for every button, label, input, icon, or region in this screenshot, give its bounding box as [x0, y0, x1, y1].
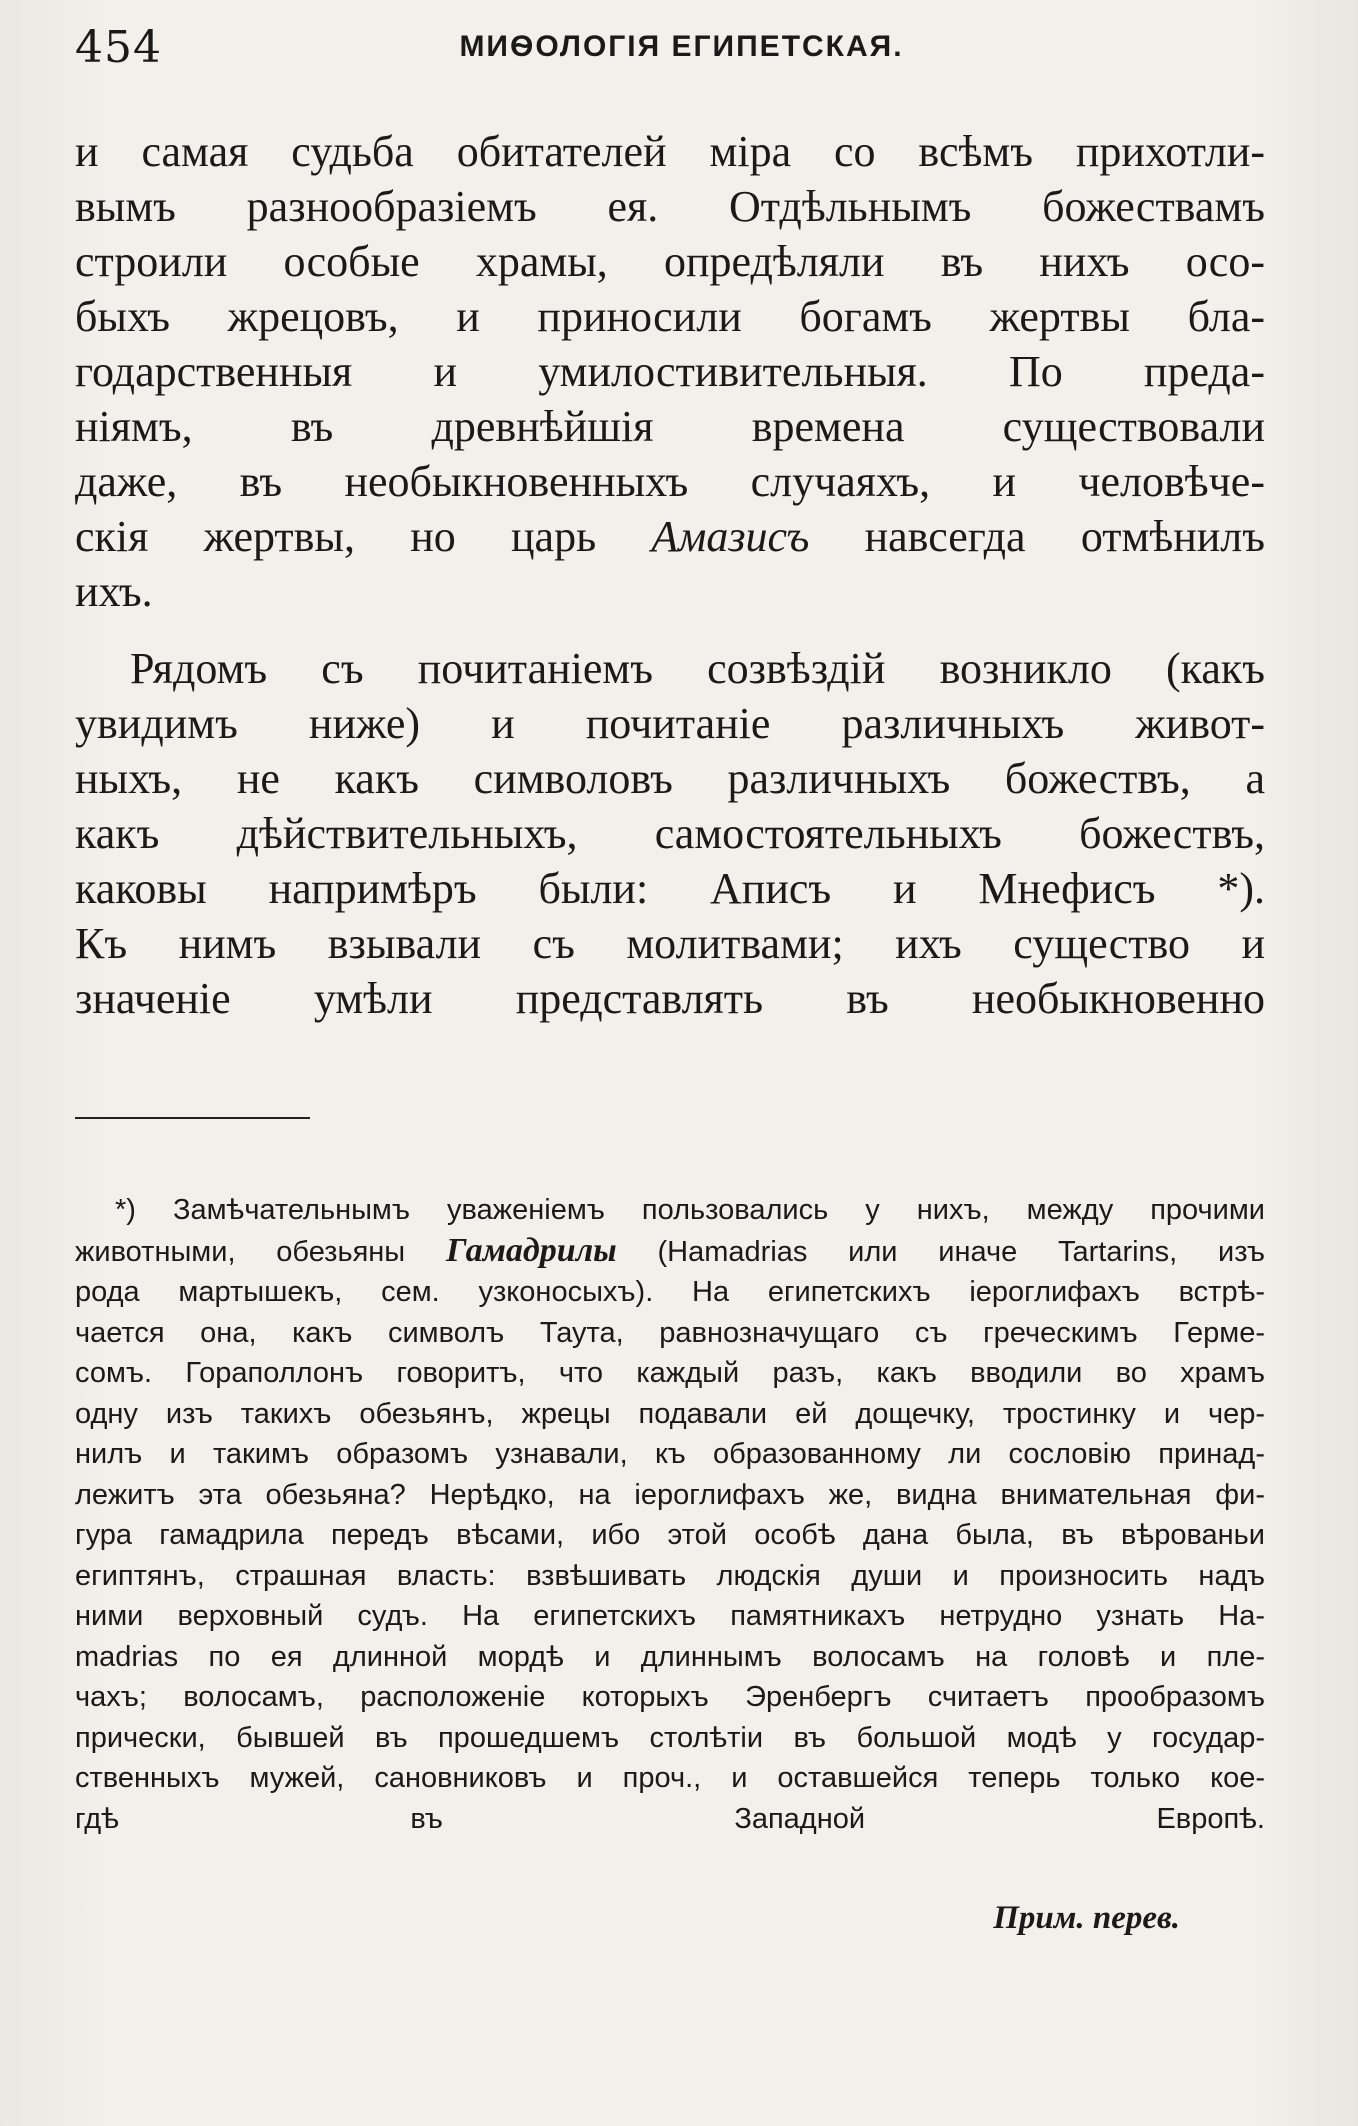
footnote-line: рода мартышекъ, сем. узконосыхъ). На египетскихъ іероглифахъ встрѣ- — [75, 1276, 1265, 1308]
body-line-with-name — [75, 509, 1265, 564]
body-line: строили особые храмы, опредѣляли въ нихъ осо- — [75, 237, 1265, 286]
footnote-line: чахъ; волосамъ, расположеніе которыхъ Эренбергъ считаетъ прообразомъ — [75, 1681, 1265, 1713]
body-line: и самая судьба обитателей міра со всѣмъ прихотли- — [75, 127, 1265, 176]
body-line: даже, въ необыкновенныхъ случаяхъ, и человѣче- — [75, 457, 1265, 506]
body-line: быхъ жрецовъ, и приносили богамъ жертвы бла- — [75, 292, 1265, 341]
footnote-line: одну изъ такихъ обезьянъ, жрецы подавали ей дощечку, тростинку и чер- — [75, 1397, 1265, 1430]
main-text — [75, 124, 1265, 1026]
page-number: 454 — [75, 22, 162, 73]
footnote-line: madrias по ея длинной мордѣ и длиннымъ волосамъ на головѣ и пле- — [75, 1640, 1265, 1673]
footnote-line: египтянъ, страшная власть: взвѣшивать людскія души и произносить надъ — [75, 1559, 1265, 1592]
body-line: какъ дѣйствительныхъ, самостоятельныхъ божествъ, — [75, 809, 1265, 858]
body-line: каковы напримѣръ были: Аписъ и Мнефисъ *). — [75, 864, 1265, 913]
footnote-text-fragment: (Hamadrias или иначе Tartarins, изъ — [657, 1235, 1265, 1268]
footnote-line-with-name — [75, 1231, 1265, 1273]
running-head — [75, 22, 1268, 82]
footnote-line: гура гамадрила передъ вѣсами, ибо этой особѣ дана была, въ вѣрованьи — [75, 1519, 1265, 1551]
body-line-indent: Рядомъ съ почитаніемъ созвѣздій возникло (какъ — [130, 644, 1265, 693]
body-line: ихъ. — [75, 567, 153, 616]
footnote-rule — [75, 1117, 310, 1119]
footnote-line: нилъ и такимъ образомъ узнавали, къ образованному ли сословію принад- — [75, 1438, 1265, 1470]
body-line: увидимъ ниже) и почитаніе различныхъ живот- — [75, 699, 1265, 748]
body-line: годарственныя и умилостивительныя. По преда- — [75, 347, 1265, 396]
footnote-line: ственныхъ мужей, сановниковъ и проч., и оставшейся теперь только кое- — [75, 1762, 1265, 1794]
footnote-line: лежитъ эта обезьяна? Нерѣдко, на іероглифахъ же, видна внимательная фи- — [75, 1478, 1265, 1511]
body-line: вымъ разнообразіемъ ея. Отдѣльнымъ божествамъ — [75, 182, 1265, 231]
footnote-line: ними верховный судъ. На египетскихъ памятникахъ нетрудно узнать На- — [75, 1600, 1265, 1632]
italic-name-amasis: Амазисъ — [651, 512, 810, 561]
body-line: ныхъ, не какъ символовъ различныхъ божествъ, а — [75, 754, 1265, 803]
footnote-text-fragment: животными, обезьяны — [75, 1235, 406, 1268]
body-text-fragment: навсегда отмѣнилъ — [864, 512, 1266, 561]
running-title: МИѲОЛОГІЯ ЕГИПЕТСКАЯ. — [459, 30, 904, 63]
footnote-line: чается она, какъ символъ Таута, равнозначущаго съ греческимъ Герме- — [75, 1316, 1265, 1349]
italic-name-hamadryas: Гамадрилы — [445, 1231, 617, 1269]
footnote-line: гдѣ въ Западной Европѣ. — [75, 1802, 1265, 1835]
body-line: ніямъ, въ древнѣйшія времена существовали — [75, 402, 1265, 451]
footnote-line: сомъ. Гораполлонъ говоритъ, что каждый разъ, какъ вводили во храмъ — [75, 1357, 1265, 1389]
footnote-line: *) Замѣчательнымъ уваженіемъ пользовались у нихъ, между прочими — [115, 1194, 1265, 1226]
footnote-line: прически, бывшей въ прошедшемъ столѣтіи въ большой модѣ у государ- — [75, 1721, 1265, 1754]
body-line: Къ нимъ взывали съ молитвами; ихъ существо и — [75, 919, 1265, 968]
translator-note-signature: Прим. перев. — [993, 1900, 1180, 1936]
footnote — [75, 1190, 1265, 1839]
body-text-fragment: скія жертвы, но царь — [75, 512, 597, 561]
body-line: значеніе умѣли представлять въ необыкновенно — [75, 974, 1265, 1023]
